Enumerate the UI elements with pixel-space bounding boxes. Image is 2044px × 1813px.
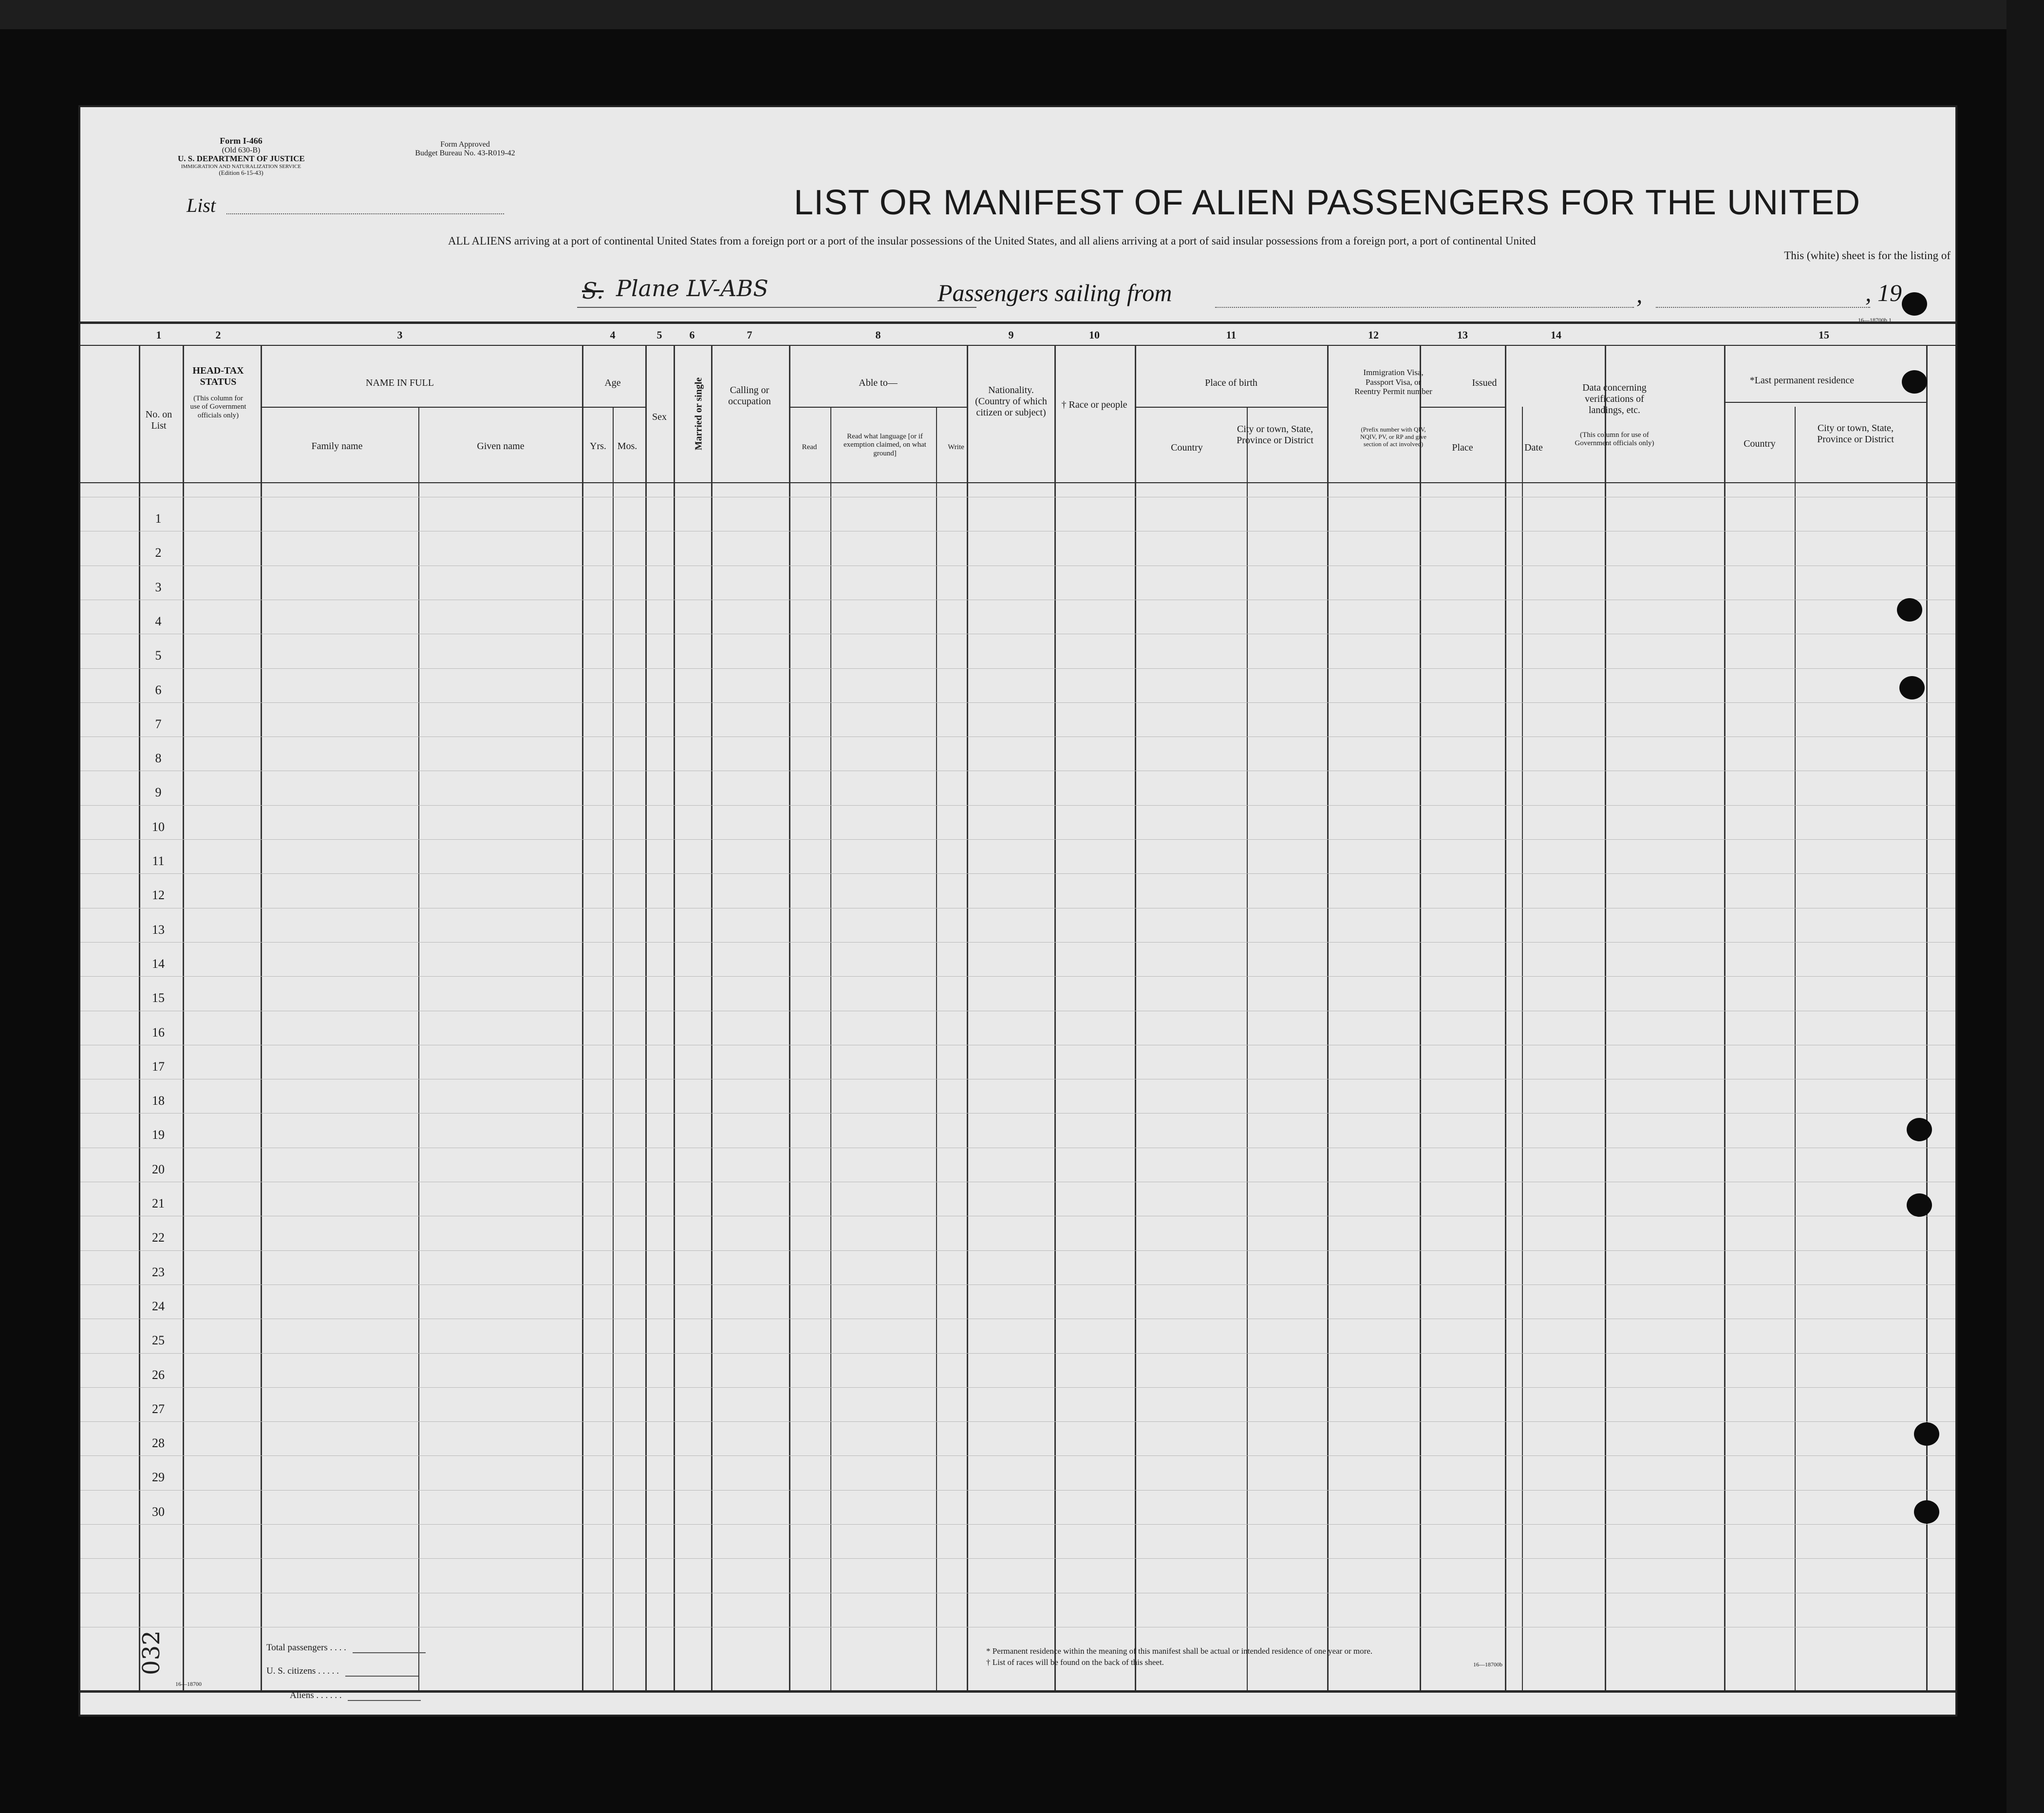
date-field[interactable] (1656, 307, 1870, 308)
header-bottom-border (80, 482, 1955, 483)
row-number: 8 (155, 751, 162, 766)
row-rule (80, 668, 1955, 669)
row-number: 4 (155, 614, 162, 628)
manifest-sheet (80, 107, 1955, 1715)
header-issued-date: Date (1524, 442, 1543, 453)
column-number: 5 (656, 329, 662, 341)
manifest-table (80, 321, 1955, 1695)
vessel-name-line (577, 307, 976, 308)
header-verifications-note: (This column for use of Government officials only) (1575, 431, 1654, 448)
column-number: 9 (1008, 329, 1014, 341)
header-head-tax-note: (This column for use of Government officials only) (190, 395, 246, 419)
row-rule (80, 976, 1955, 977)
us-citizens-row: U. S. citizens . . . . . (266, 1666, 418, 1677)
us-citizens-label: U. S. citizens (266, 1666, 316, 1676)
column-number: 3 (397, 329, 403, 341)
list-number-line[interactable] (226, 213, 504, 214)
column-divider (674, 345, 675, 1690)
row-rule (80, 1353, 1955, 1354)
row-number: 3 (155, 580, 162, 594)
header-yrs: Yrs. (590, 441, 606, 452)
punch-hole (1902, 370, 1927, 394)
row-rule (80, 873, 1955, 874)
header-race: † Race or people (1061, 399, 1127, 410)
form-number: Form I-466 (220, 136, 263, 146)
aliens-label: Aliens (290, 1690, 314, 1700)
row-rule (80, 1490, 1955, 1491)
header-birth-city: City or town, State, Province or District (1237, 424, 1313, 446)
punch-hole (1902, 292, 1927, 316)
column-number: 8 (875, 329, 881, 341)
header-nationality: Nationality. (Country of which citizen or subject) (975, 385, 1047, 418)
print-code: 16—18700b 1 (1858, 317, 1892, 323)
column-divider (967, 345, 968, 1690)
row-number: 18 (152, 1094, 165, 1108)
column-divider (261, 345, 262, 1690)
row-number: 7 (155, 717, 162, 731)
column-divider (711, 345, 713, 1690)
header-visa-note: (Prefix number with QIV, NQIV, PV, or RP and give section of act involved) (1360, 426, 1426, 448)
header-read-language: Read what language [or if exemption claimed, on what ground] (844, 433, 926, 457)
vessel-name[interactable]: Plane LV-ABS (616, 275, 769, 302)
column-number: 15 (1819, 329, 1829, 341)
row-number: 11 (152, 854, 165, 868)
row-number: 28 (152, 1436, 165, 1451)
budget-number: Budget Bureau No. 43-R019-42 (415, 149, 515, 157)
row-rule (80, 839, 1955, 840)
comma: , (1636, 281, 1643, 308)
service-name: IMMIGRATION AND NATURALIZATION SERVICE (181, 164, 301, 170)
row-rule (80, 805, 1955, 806)
column-divider (582, 345, 583, 1690)
column-divider (1605, 345, 1606, 1690)
row-number: 23 (152, 1265, 165, 1279)
column-number: 7 (747, 329, 752, 341)
column-number: 12 (1368, 329, 1379, 341)
row-number: 27 (152, 1401, 165, 1416)
column-number: 14 (1551, 329, 1561, 341)
row-number: 16 (152, 1025, 165, 1039)
header-sub-rule (1724, 402, 1926, 403)
column-divider (1724, 345, 1725, 1690)
column-divider (1420, 345, 1421, 1690)
subtitle-continuation: This (white) sheet is for the listing of (1784, 249, 1950, 262)
header-visa: Immigration Visa, Passport Visa, or Reentry Permit number (1354, 368, 1432, 397)
header-head-tax: HEAD-TAX STATUS (192, 365, 244, 387)
header-married-or-single: Married or single (693, 377, 704, 451)
row-rule (80, 1284, 1955, 1285)
list-label: List (187, 194, 216, 216)
film-frame-top (0, 0, 2044, 29)
header-no-on-list: No. on List (145, 409, 172, 431)
row-rule (80, 1421, 1955, 1422)
row-rule (80, 1250, 1955, 1251)
column-number: 4 (610, 329, 616, 341)
column-divider (645, 345, 647, 1690)
row-rule (80, 1558, 1955, 1559)
header-mos: Mos. (617, 441, 638, 452)
row-number: 30 (152, 1504, 165, 1519)
header-sub-rule (261, 407, 582, 408)
column-divider (1327, 345, 1329, 1690)
header-sub-rule (789, 407, 967, 408)
total-passengers-label: Total passengers (266, 1643, 328, 1653)
row-rule (80, 1524, 1955, 1525)
column-number: 6 (689, 329, 695, 341)
row-number: 17 (152, 1059, 165, 1074)
row-number: 19 (152, 1128, 165, 1142)
header-age: Age (604, 378, 621, 388)
column-divider (139, 345, 140, 1690)
row-rule (80, 702, 1955, 703)
punch-hole (1914, 1422, 1939, 1446)
header-issued: Issued (1472, 378, 1497, 388)
header-last-residence: *Last permanent residence (1749, 375, 1855, 386)
header-sub-rule (582, 407, 645, 408)
header-res-country: Country (1744, 438, 1776, 449)
punch-hole (1907, 1193, 1932, 1217)
row-number: 12 (152, 888, 165, 903)
row-number: 6 (155, 682, 162, 697)
column-number: 2 (215, 329, 221, 341)
column-divider (1054, 345, 1056, 1690)
footnote-races: † List of races will be found on the back of this sheet. (986, 1658, 1164, 1667)
bottom-print-code: 16—18700 (175, 1681, 202, 1687)
header-birth-country: Country (1171, 442, 1203, 453)
footnote-permanent: * Permanent residence within the meaning of this manifest shall be actual or intended residence of one year or more. (986, 1646, 1373, 1656)
column-number: 1 (156, 329, 162, 341)
aliens-field[interactable] (348, 1700, 421, 1701)
aliens-row: Aliens . . . . . . (290, 1690, 421, 1701)
approval-block (392, 140, 538, 157)
column-number: 10 (1089, 329, 1100, 341)
row-number: 10 (152, 819, 165, 834)
header-place-of-birth: Place of birth (1205, 378, 1257, 388)
sailing-from-field[interactable] (1215, 307, 1634, 308)
year-prefix: , 19 (1865, 279, 1902, 306)
row-number: 29 (152, 1470, 165, 1485)
old-form-number: (Old 630-B) (222, 146, 261, 154)
header-given-name: Given name (477, 441, 525, 452)
footnote-code: 16—18700b (1473, 1661, 1502, 1668)
row-number: 22 (152, 1230, 165, 1245)
column-divider (1505, 345, 1506, 1690)
total-passengers-field[interactable] (353, 1652, 426, 1653)
row-rule (80, 1387, 1955, 1388)
header-able-to: Able to— (859, 378, 898, 388)
column-divider (1135, 345, 1136, 1690)
row-rule (80, 942, 1955, 943)
row-rule (80, 1113, 1955, 1114)
header-res-city: City or town, State, Province or District (1817, 423, 1894, 445)
sailing-from-label: Passengers sailing from (938, 279, 1172, 306)
column-number-divider (80, 345, 1955, 346)
punch-hole (1897, 598, 1922, 622)
column-number: 13 (1457, 329, 1468, 341)
row-number: 1 (155, 511, 162, 526)
total-passengers-row: Total passengers . . . . (266, 1643, 426, 1653)
header-read: Read (802, 443, 817, 451)
header-issued-place: Place (1452, 442, 1473, 453)
subtitle: ALL ALIENS arriving at a port of continental United States from a foreign port or a port of the insular possessions of the United States, and all aliens arriving at a port of said insular possessions from a foreign port, a port of continental United (448, 235, 1536, 247)
punch-hole (1899, 676, 1925, 699)
row-number: 13 (152, 922, 165, 937)
row-number: 14 (152, 956, 165, 971)
department-name: U. S. DEPARTMENT OF JUSTICE (178, 154, 305, 164)
row-number: 9 (155, 785, 162, 800)
row-number: 15 (152, 991, 165, 1005)
row-number: 25 (152, 1333, 165, 1348)
header-calling: Calling or occupation (728, 385, 771, 407)
row-number: 5 (155, 648, 162, 663)
form-id-block (178, 136, 304, 176)
header-sub-rule (1420, 407, 1505, 408)
column-divider (183, 345, 184, 1690)
header-sub-rule (1135, 407, 1327, 408)
us-citizens-field[interactable] (345, 1676, 418, 1677)
row-number: 24 (152, 1299, 165, 1313)
margin-handwriting: 032 (137, 1630, 165, 1675)
header-sex: Sex (652, 412, 667, 422)
page-title: LIST OR MANIFEST OF ALIEN PASSENGERS FOR THE UNITED (794, 183, 1861, 222)
column-number: 11 (1226, 329, 1237, 341)
row-rule (80, 1455, 1955, 1456)
struck-prefix: S. (582, 278, 604, 304)
row-number: 2 (155, 546, 162, 560)
film-frame-right (2006, 0, 2044, 1813)
header-write: Write (948, 443, 964, 451)
header-family-name: Family name (311, 441, 363, 452)
row-number: 20 (152, 1162, 165, 1176)
punch-hole (1914, 1500, 1939, 1524)
table-top-border (80, 321, 1955, 324)
column-divider (1926, 345, 1928, 1690)
header-verifications: Data concerning verifications of landings, etc. (1582, 382, 1647, 415)
column-divider (789, 345, 790, 1690)
row-number: 26 (152, 1367, 165, 1382)
header-name-in-full: NAME IN FULL (366, 378, 434, 388)
approval-text: Form Approved (440, 140, 490, 149)
row-number: 21 (152, 1196, 165, 1210)
edition: (Edition 6-15-43) (219, 169, 263, 177)
punch-hole (1907, 1118, 1932, 1141)
